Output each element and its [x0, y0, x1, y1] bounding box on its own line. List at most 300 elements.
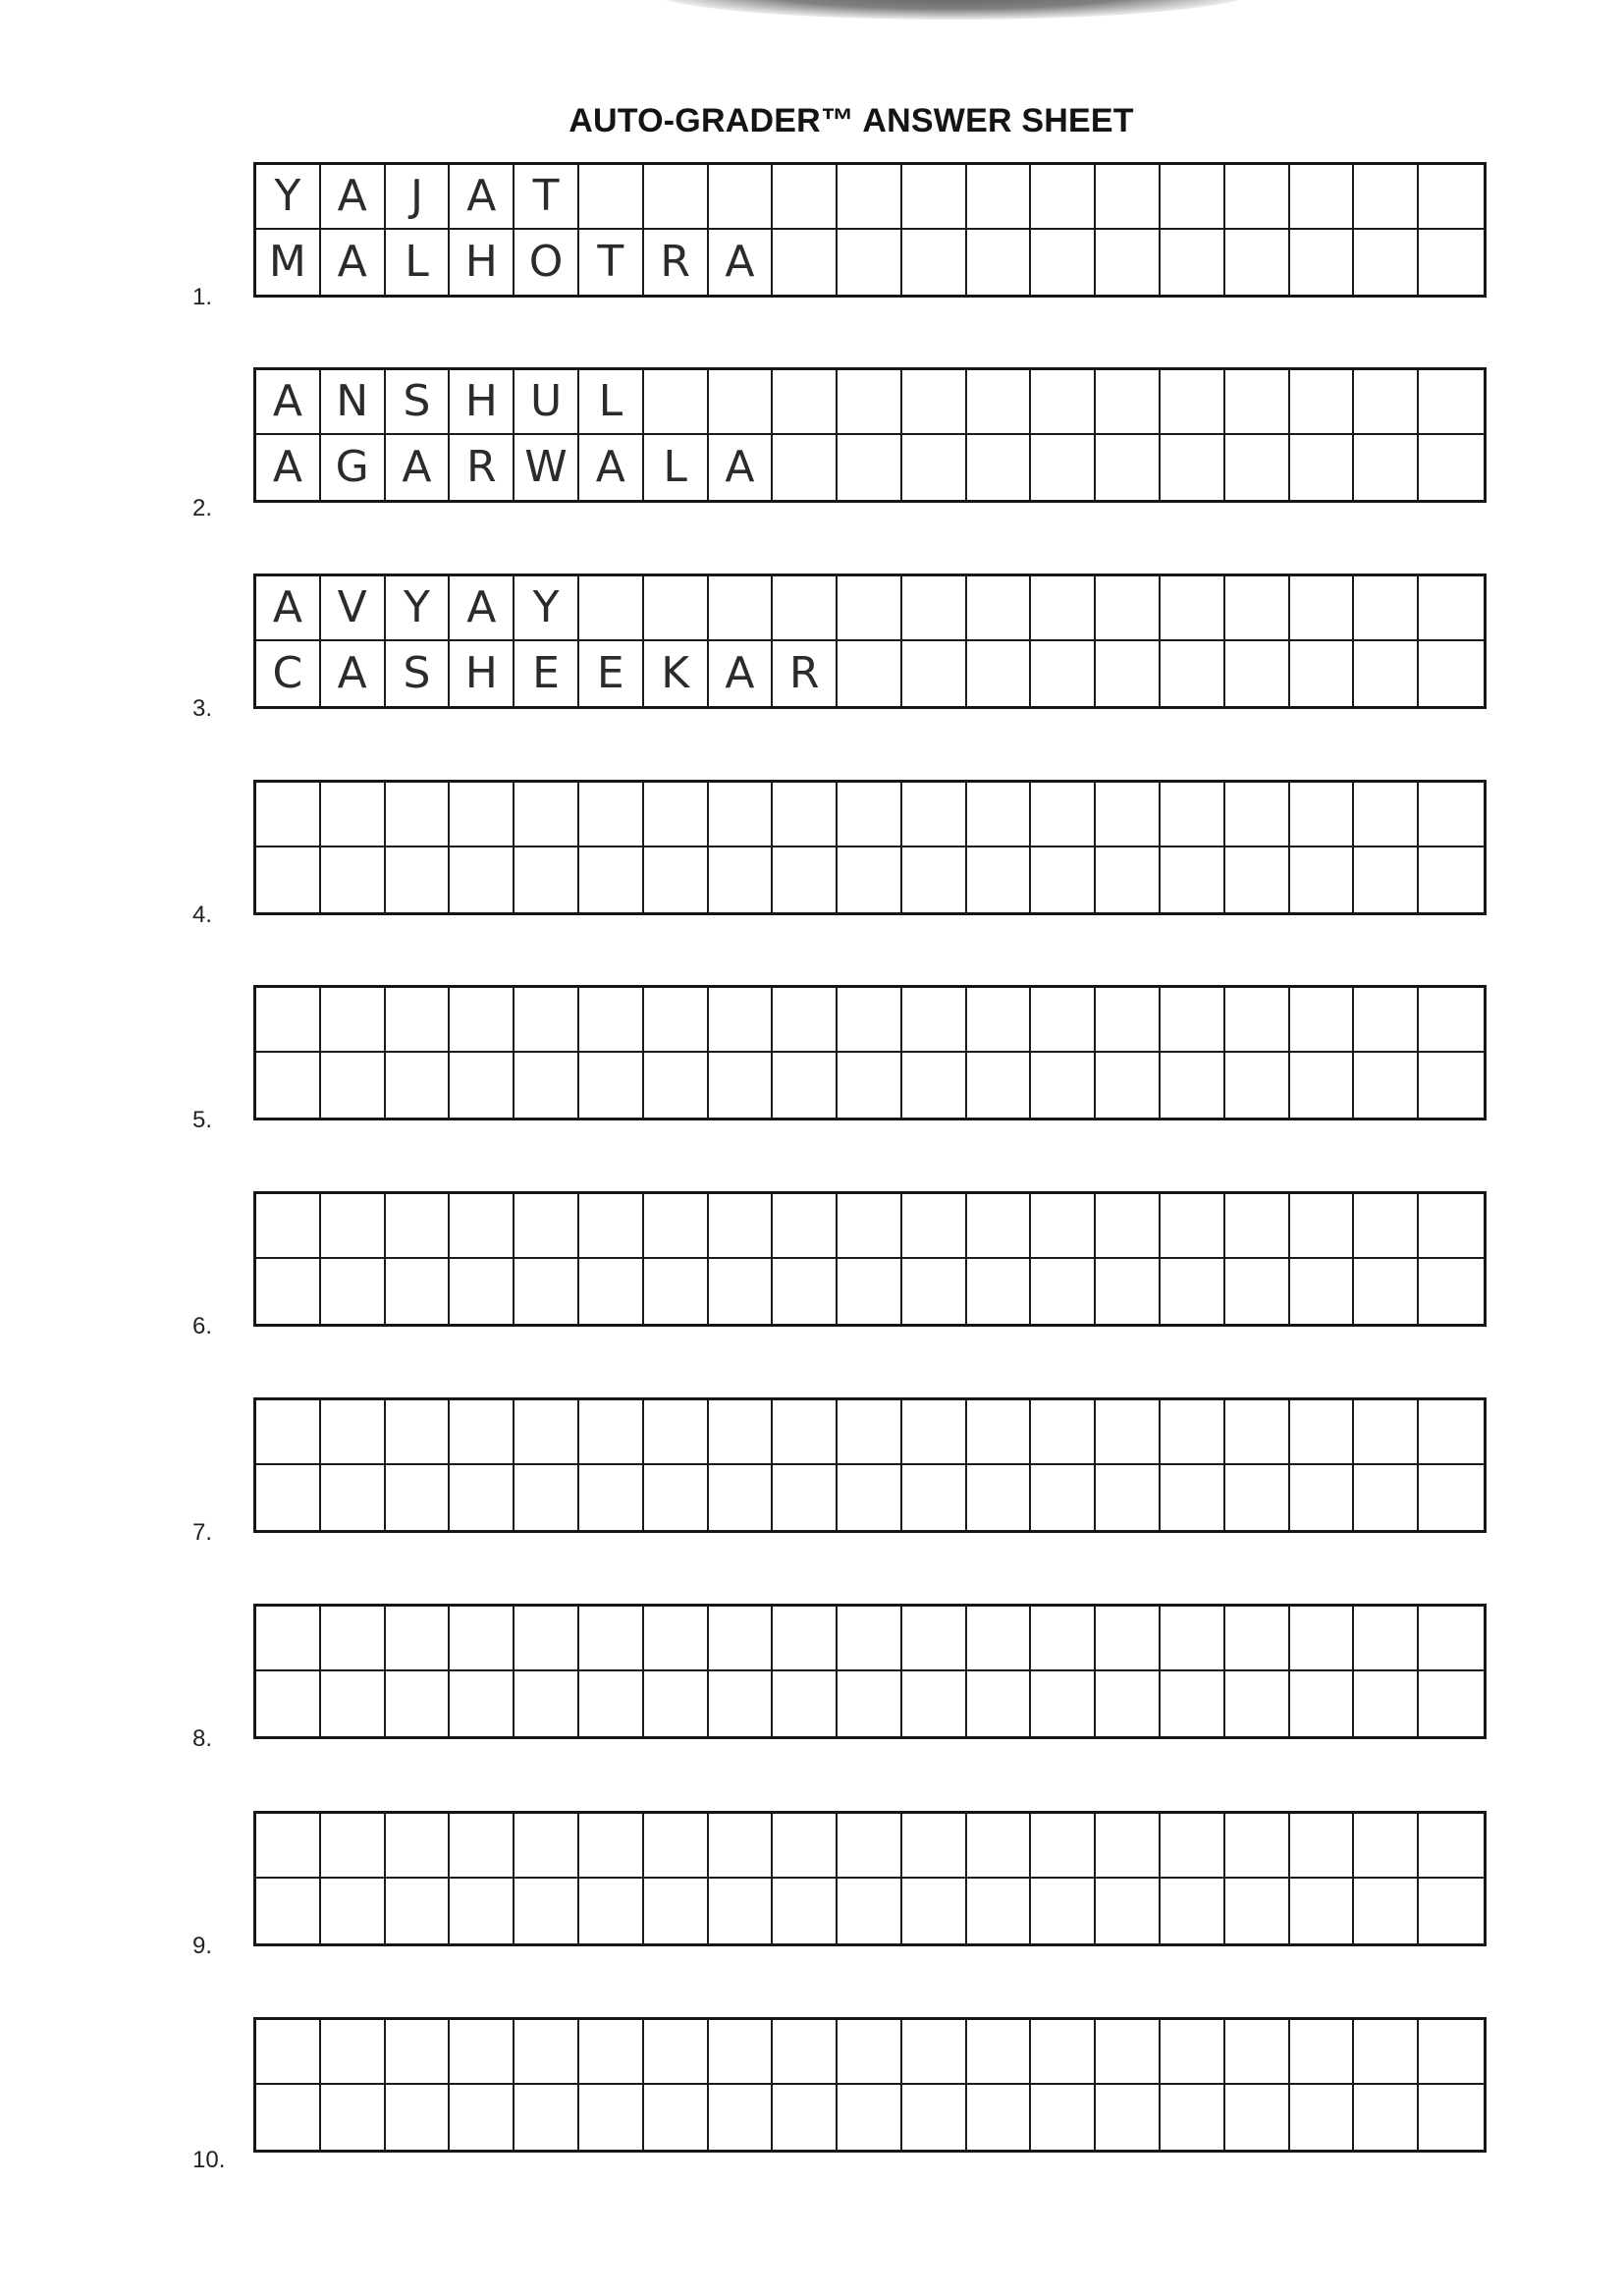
letter-box-first-row[interactable]	[1161, 576, 1225, 641]
letter-box-first-row[interactable]	[773, 1194, 838, 1259]
letter-box-second-row[interactable]	[1031, 641, 1096, 706]
letter-box-first-row[interactable]	[1161, 783, 1225, 847]
letter-box-second-row[interactable]	[1290, 1259, 1355, 1324]
letter-box-first-row[interactable]	[1354, 576, 1419, 641]
letter-box-first-row[interactable]	[1225, 370, 1290, 435]
letter-box-second-row[interactable]: E	[514, 641, 579, 706]
letter-box-second-row[interactable]	[967, 847, 1032, 912]
letter-box-first-row[interactable]	[1096, 1400, 1161, 1465]
letter-box-second-row[interactable]	[1290, 847, 1355, 912]
letter-box-first-row[interactable]	[1225, 1607, 1290, 1671]
letter-box-first-row[interactable]	[1419, 783, 1484, 847]
letter-box-first-row[interactable]	[1096, 2020, 1161, 2085]
letter-box-second-row[interactable]	[1031, 847, 1096, 912]
letter-box-first-row[interactable]	[1031, 370, 1096, 435]
letter-box-first-row[interactable]	[1290, 1814, 1355, 1879]
letter-box-first-row[interactable]	[1031, 165, 1096, 230]
letter-box-second-row[interactable]	[321, 1259, 386, 1324]
letter-box-first-row[interactable]	[1290, 1607, 1355, 1671]
letter-box-second-row[interactable]	[1096, 1879, 1161, 1943]
letter-box-second-row[interactable]	[1096, 641, 1161, 706]
letter-box-second-row[interactable]	[256, 847, 321, 912]
letter-box-second-row[interactable]: H	[450, 641, 514, 706]
letter-box-first-row[interactable]	[644, 165, 709, 230]
letter-box-first-row[interactable]	[1354, 988, 1419, 1053]
letter-box-first-row[interactable]	[450, 988, 514, 1053]
letter-box-first-row[interactable]	[709, 1194, 774, 1259]
letter-box-first-row[interactable]	[1161, 165, 1225, 230]
letter-box-first-row[interactable]	[579, 1400, 644, 1465]
letter-box-first-row[interactable]	[838, 576, 902, 641]
letter-box-first-row[interactable]: T	[514, 165, 579, 230]
letter-box-first-row[interactable]	[1031, 576, 1096, 641]
letter-box-first-row[interactable]	[1161, 1400, 1225, 1465]
letter-box-first-row[interactable]	[1290, 1194, 1355, 1259]
letter-box-second-row[interactable]: A	[321, 641, 386, 706]
letter-box-first-row[interactable]	[1225, 1194, 1290, 1259]
letter-box-first-row[interactable]	[386, 783, 451, 847]
letter-box-second-row[interactable]	[1419, 1671, 1484, 1736]
letter-box-first-row[interactable]	[1419, 370, 1484, 435]
letter-box-first-row[interactable]	[838, 370, 902, 435]
letter-box-first-row[interactable]	[773, 988, 838, 1053]
letter-box-second-row[interactable]	[967, 641, 1032, 706]
letter-box-first-row[interactable]	[1354, 370, 1419, 435]
letter-box-second-row[interactable]	[450, 1053, 514, 1118]
letter-box-second-row[interactable]	[514, 1671, 579, 1736]
letter-box-second-row[interactable]	[967, 1671, 1032, 1736]
letter-box-first-row[interactable]	[967, 1194, 1032, 1259]
letter-box-second-row[interactable]	[1161, 847, 1225, 912]
letter-box-first-row[interactable]: U	[514, 370, 579, 435]
letter-box-second-row[interactable]: L	[644, 435, 709, 500]
letter-box-first-row[interactable]	[1096, 165, 1161, 230]
letter-box-first-row[interactable]	[1225, 988, 1290, 1053]
letter-box-second-row[interactable]	[967, 2085, 1032, 2150]
letter-box-first-row[interactable]	[838, 1607, 902, 1671]
letter-box-second-row[interactable]	[1419, 1259, 1484, 1324]
letter-box-second-row[interactable]	[1096, 2085, 1161, 2150]
letter-box-first-row[interactable]	[1161, 988, 1225, 1053]
letter-box-first-row[interactable]	[902, 1607, 967, 1671]
letter-box-second-row[interactable]	[450, 1879, 514, 1943]
letter-box-second-row[interactable]	[321, 1465, 386, 1530]
letter-box-first-row[interactable]	[644, 1194, 709, 1259]
letter-box-first-row[interactable]	[450, 1400, 514, 1465]
letter-box-first-row[interactable]	[773, 576, 838, 641]
letter-box-first-row[interactable]: A	[256, 576, 321, 641]
letter-box-second-row[interactable]	[386, 1465, 451, 1530]
letter-box-second-row[interactable]	[967, 435, 1032, 500]
letter-box-second-row[interactable]	[902, 435, 967, 500]
letter-box-first-row[interactable]	[709, 1400, 774, 1465]
letter-box-first-row[interactable]	[1096, 783, 1161, 847]
letter-box-second-row[interactable]: E	[579, 641, 644, 706]
letter-box-first-row[interactable]	[1419, 1194, 1484, 1259]
letter-box-first-row[interactable]	[1354, 783, 1419, 847]
letter-box-second-row[interactable]	[838, 1053, 902, 1118]
letter-box-first-row[interactable]	[1031, 1400, 1096, 1465]
letter-box-first-row[interactable]	[386, 1194, 451, 1259]
letter-box-second-row[interactable]	[1161, 1879, 1225, 1943]
letter-box-second-row[interactable]	[256, 1879, 321, 1943]
letter-box-first-row[interactable]	[514, 2020, 579, 2085]
letter-box-first-row[interactable]	[1354, 1194, 1419, 1259]
letter-box-first-row[interactable]	[902, 1194, 967, 1259]
letter-box-second-row[interactable]	[579, 847, 644, 912]
letter-box-first-row[interactable]: V	[321, 576, 386, 641]
letter-box-first-row[interactable]	[773, 1607, 838, 1671]
letter-box-second-row[interactable]	[902, 230, 967, 295]
letter-box-first-row[interactable]	[1290, 576, 1355, 641]
letter-box-second-row[interactable]: A	[709, 641, 774, 706]
letter-box-second-row[interactable]	[321, 847, 386, 912]
letter-box-second-row[interactable]	[709, 1879, 774, 1943]
letter-box-second-row[interactable]	[1161, 1053, 1225, 1118]
letter-box-second-row[interactable]	[1031, 2085, 1096, 2150]
letter-box-second-row[interactable]	[514, 1879, 579, 1943]
letter-box-second-row[interactable]	[1225, 1259, 1290, 1324]
letter-box-first-row[interactable]	[514, 1400, 579, 1465]
letter-box-first-row[interactable]	[1354, 1607, 1419, 1671]
letter-box-first-row[interactable]	[321, 1814, 386, 1879]
letter-box-first-row[interactable]	[1419, 2020, 1484, 2085]
letter-box-second-row[interactable]: L	[386, 230, 451, 295]
letter-box-second-row[interactable]	[1354, 1671, 1419, 1736]
letter-box-first-row[interactable]	[709, 1607, 774, 1671]
letter-box-second-row[interactable]	[579, 1879, 644, 1943]
letter-box-second-row[interactable]: K	[644, 641, 709, 706]
letter-box-first-row[interactable]	[902, 2020, 967, 2085]
letter-box-second-row[interactable]	[450, 847, 514, 912]
letter-box-first-row[interactable]	[709, 165, 774, 230]
letter-box-second-row[interactable]	[773, 1259, 838, 1324]
letter-box-second-row[interactable]	[644, 847, 709, 912]
letter-box-first-row[interactable]: S	[386, 370, 451, 435]
letter-box-first-row[interactable]	[321, 1194, 386, 1259]
letter-box-first-row[interactable]	[514, 1194, 579, 1259]
letter-box-first-row[interactable]	[321, 2020, 386, 2085]
letter-box-second-row[interactable]	[1031, 230, 1096, 295]
letter-box-second-row[interactable]	[838, 847, 902, 912]
letter-box-first-row[interactable]	[644, 370, 709, 435]
letter-box-first-row[interactable]: Y	[256, 165, 321, 230]
letter-box-first-row[interactable]	[256, 2020, 321, 2085]
letter-box-first-row[interactable]	[386, 1400, 451, 1465]
letter-box-first-row[interactable]: A	[450, 165, 514, 230]
letter-box-second-row[interactable]	[838, 641, 902, 706]
letter-box-second-row[interactable]	[1354, 1465, 1419, 1530]
letter-box-second-row[interactable]	[450, 2085, 514, 2150]
letter-box-first-row[interactable]	[838, 1400, 902, 1465]
letter-box-first-row[interactable]	[1225, 783, 1290, 847]
letter-box-second-row[interactable]: A	[321, 230, 386, 295]
letter-box-second-row[interactable]	[450, 1259, 514, 1324]
letter-box-second-row[interactable]	[1225, 435, 1290, 500]
letter-box-second-row[interactable]	[902, 1879, 967, 1943]
letter-box-first-row[interactable]	[1096, 370, 1161, 435]
letter-box-second-row[interactable]: G	[321, 435, 386, 500]
letter-box-first-row[interactable]: A	[450, 576, 514, 641]
letter-box-second-row[interactable]	[1290, 1465, 1355, 1530]
letter-box-second-row[interactable]	[1354, 1053, 1419, 1118]
letter-box-second-row[interactable]	[579, 1259, 644, 1324]
letter-box-first-row[interactable]	[1031, 783, 1096, 847]
letter-box-second-row[interactable]	[1225, 230, 1290, 295]
letter-box-first-row[interactable]	[644, 1814, 709, 1879]
letter-box-second-row[interactable]	[1161, 230, 1225, 295]
letter-box-first-row[interactable]	[709, 370, 774, 435]
letter-box-second-row[interactable]	[1419, 1053, 1484, 1118]
letter-box-first-row[interactable]	[1419, 165, 1484, 230]
letter-box-second-row[interactable]: R	[450, 435, 514, 500]
letter-box-second-row[interactable]	[773, 1879, 838, 1943]
letter-box-first-row[interactable]	[1419, 576, 1484, 641]
letter-box-first-row[interactable]	[644, 2020, 709, 2085]
letter-box-second-row[interactable]	[644, 1879, 709, 1943]
letter-box-second-row[interactable]	[514, 1053, 579, 1118]
letter-box-second-row[interactable]	[838, 1671, 902, 1736]
letter-box-second-row[interactable]	[773, 847, 838, 912]
letter-box-first-row[interactable]	[1096, 988, 1161, 1053]
letter-box-first-row[interactable]	[579, 783, 644, 847]
letter-box-first-row[interactable]	[1290, 988, 1355, 1053]
letter-box-first-row[interactable]	[1031, 2020, 1096, 2085]
letter-box-second-row[interactable]	[386, 1879, 451, 1943]
letter-box-first-row[interactable]	[579, 576, 644, 641]
letter-box-first-row[interactable]	[773, 1400, 838, 1465]
letter-box-second-row[interactable]	[1290, 2085, 1355, 2150]
letter-box-first-row[interactable]	[967, 783, 1032, 847]
letter-box-second-row[interactable]	[256, 1671, 321, 1736]
letter-box-second-row[interactable]	[1225, 1879, 1290, 1943]
letter-box-second-row[interactable]	[1161, 435, 1225, 500]
letter-box-second-row[interactable]	[1225, 1465, 1290, 1530]
letter-box-first-row[interactable]	[579, 988, 644, 1053]
letter-box-second-row[interactable]	[838, 1259, 902, 1324]
letter-box-first-row[interactable]	[256, 1607, 321, 1671]
letter-box-second-row[interactable]	[644, 1465, 709, 1530]
letter-box-second-row[interactable]	[1161, 2085, 1225, 2150]
letter-box-first-row[interactable]	[386, 1814, 451, 1879]
letter-box-first-row[interactable]	[838, 2020, 902, 2085]
letter-box-second-row[interactable]	[1419, 435, 1484, 500]
letter-box-first-row[interactable]	[1354, 165, 1419, 230]
letter-box-second-row[interactable]	[773, 230, 838, 295]
letter-box-second-row[interactable]	[967, 230, 1032, 295]
letter-box-first-row[interactable]	[644, 988, 709, 1053]
letter-box-first-row[interactable]	[967, 1814, 1032, 1879]
letter-box-second-row[interactable]	[1161, 1671, 1225, 1736]
letter-box-second-row[interactable]: C	[256, 641, 321, 706]
letter-box-second-row[interactable]	[709, 1671, 774, 1736]
letter-box-second-row[interactable]	[1161, 1465, 1225, 1530]
letter-box-second-row[interactable]	[773, 2085, 838, 2150]
letter-box-first-row[interactable]	[709, 1814, 774, 1879]
letter-box-first-row[interactable]	[579, 165, 644, 230]
letter-box-first-row[interactable]	[709, 576, 774, 641]
letter-box-second-row[interactable]	[967, 1259, 1032, 1324]
letter-box-second-row[interactable]	[644, 1671, 709, 1736]
letter-box-second-row[interactable]	[256, 1053, 321, 1118]
letter-box-first-row[interactable]	[902, 370, 967, 435]
letter-box-first-row[interactable]	[1225, 165, 1290, 230]
letter-box-second-row[interactable]	[321, 1879, 386, 1943]
letter-box-first-row[interactable]	[773, 783, 838, 847]
letter-box-first-row[interactable]: Y	[514, 576, 579, 641]
letter-box-second-row[interactable]	[967, 1879, 1032, 1943]
letter-box-first-row[interactable]	[321, 988, 386, 1053]
letter-box-second-row[interactable]	[1096, 435, 1161, 500]
letter-box-first-row[interactable]	[1419, 1400, 1484, 1465]
letter-box-second-row[interactable]	[1096, 1259, 1161, 1324]
letter-box-second-row[interactable]	[838, 435, 902, 500]
letter-box-first-row[interactable]	[1031, 988, 1096, 1053]
letter-box-first-row[interactable]	[1225, 1814, 1290, 1879]
letter-box-second-row[interactable]	[386, 2085, 451, 2150]
letter-box-second-row[interactable]	[1354, 1879, 1419, 1943]
letter-box-first-row[interactable]	[1096, 576, 1161, 641]
letter-box-second-row[interactable]	[386, 1671, 451, 1736]
letter-box-first-row[interactable]: N	[321, 370, 386, 435]
letter-box-second-row[interactable]	[1290, 1053, 1355, 1118]
letter-box-first-row[interactable]	[579, 1194, 644, 1259]
letter-box-second-row[interactable]: H	[450, 230, 514, 295]
letter-box-second-row[interactable]	[709, 1465, 774, 1530]
letter-box-second-row[interactable]	[1419, 230, 1484, 295]
letter-box-second-row[interactable]	[1290, 230, 1355, 295]
letter-box-second-row[interactable]	[709, 2085, 774, 2150]
letter-box-first-row[interactable]	[1096, 1814, 1161, 1879]
letter-box-second-row[interactable]: A	[386, 435, 451, 500]
letter-box-second-row[interactable]	[514, 1259, 579, 1324]
letter-box-second-row[interactable]	[1290, 1671, 1355, 1736]
letter-box-second-row[interactable]	[1031, 1259, 1096, 1324]
letter-box-second-row[interactable]	[644, 2085, 709, 2150]
letter-box-first-row[interactable]	[1354, 1400, 1419, 1465]
letter-box-second-row[interactable]	[709, 1053, 774, 1118]
letter-box-second-row[interactable]	[709, 847, 774, 912]
letter-box-first-row[interactable]: H	[450, 370, 514, 435]
letter-box-second-row[interactable]	[1354, 1259, 1419, 1324]
letter-box-first-row[interactable]	[514, 783, 579, 847]
letter-box-second-row[interactable]	[1354, 435, 1419, 500]
letter-box-second-row[interactable]	[1419, 2085, 1484, 2150]
letter-box-first-row[interactable]	[1096, 1607, 1161, 1671]
letter-box-first-row[interactable]	[644, 576, 709, 641]
letter-box-first-row[interactable]	[321, 1400, 386, 1465]
letter-box-second-row[interactable]	[902, 2085, 967, 2150]
letter-box-first-row[interactable]	[1419, 988, 1484, 1053]
letter-box-first-row[interactable]	[1354, 2020, 1419, 2085]
letter-box-second-row[interactable]	[1096, 1465, 1161, 1530]
letter-box-second-row[interactable]	[579, 1465, 644, 1530]
letter-box-first-row[interactable]	[773, 370, 838, 435]
letter-box-second-row[interactable]: A	[256, 435, 321, 500]
letter-box-first-row[interactable]	[386, 1607, 451, 1671]
letter-box-second-row[interactable]	[1225, 847, 1290, 912]
letter-box-first-row[interactable]	[1290, 1400, 1355, 1465]
letter-box-second-row[interactable]: M	[256, 230, 321, 295]
letter-box-first-row[interactable]	[644, 1400, 709, 1465]
letter-box-second-row[interactable]: R	[644, 230, 709, 295]
letter-box-first-row[interactable]	[902, 1400, 967, 1465]
letter-box-first-row[interactable]	[1419, 1607, 1484, 1671]
letter-box-first-row[interactable]	[450, 1814, 514, 1879]
letter-box-second-row[interactable]: A	[709, 230, 774, 295]
letter-box-second-row[interactable]	[773, 1465, 838, 1530]
letter-box-second-row[interactable]	[1031, 435, 1096, 500]
letter-box-second-row[interactable]	[1096, 230, 1161, 295]
letter-box-second-row[interactable]	[1096, 1053, 1161, 1118]
letter-box-second-row[interactable]	[386, 847, 451, 912]
letter-box-first-row[interactable]	[1354, 1814, 1419, 1879]
letter-box-first-row[interactable]	[514, 1607, 579, 1671]
letter-box-second-row[interactable]	[1225, 641, 1290, 706]
letter-box-first-row[interactable]	[838, 1814, 902, 1879]
letter-box-first-row[interactable]	[902, 1814, 967, 1879]
letter-box-first-row[interactable]	[902, 165, 967, 230]
letter-box-second-row[interactable]	[514, 2085, 579, 2150]
letter-box-second-row[interactable]	[579, 2085, 644, 2150]
letter-box-second-row[interactable]	[386, 1053, 451, 1118]
letter-box-second-row[interactable]	[514, 847, 579, 912]
letter-box-second-row[interactable]	[256, 1465, 321, 1530]
letter-box-second-row[interactable]	[1225, 1671, 1290, 1736]
letter-box-second-row[interactable]	[1419, 641, 1484, 706]
letter-box-second-row[interactable]	[321, 1671, 386, 1736]
letter-box-first-row[interactable]	[1419, 1814, 1484, 1879]
letter-box-first-row[interactable]	[1290, 2020, 1355, 2085]
letter-box-first-row[interactable]	[321, 1607, 386, 1671]
letter-box-second-row[interactable]	[902, 1053, 967, 1118]
letter-box-first-row[interactable]: A	[321, 165, 386, 230]
letter-box-first-row[interactable]	[773, 165, 838, 230]
letter-box-second-row[interactable]	[902, 1671, 967, 1736]
letter-box-first-row[interactable]	[1096, 1194, 1161, 1259]
letter-box-first-row[interactable]	[1290, 370, 1355, 435]
letter-box-second-row[interactable]	[579, 1671, 644, 1736]
letter-box-first-row[interactable]	[1225, 1400, 1290, 1465]
letter-box-first-row[interactable]	[386, 2020, 451, 2085]
letter-box-first-row[interactable]	[902, 576, 967, 641]
letter-box-first-row[interactable]	[773, 2020, 838, 2085]
letter-box-second-row[interactable]: A	[579, 435, 644, 500]
letter-box-second-row[interactable]	[1031, 1053, 1096, 1118]
letter-box-first-row[interactable]	[709, 783, 774, 847]
letter-box-second-row[interactable]	[1031, 1465, 1096, 1530]
letter-box-first-row[interactable]	[450, 2020, 514, 2085]
letter-box-first-row[interactable]: J	[386, 165, 451, 230]
letter-box-first-row[interactable]	[256, 1814, 321, 1879]
letter-box-second-row[interactable]	[1419, 847, 1484, 912]
letter-box-first-row[interactable]	[1161, 370, 1225, 435]
letter-box-first-row[interactable]	[644, 783, 709, 847]
letter-box-second-row[interactable]	[1161, 641, 1225, 706]
letter-box-second-row[interactable]	[321, 2085, 386, 2150]
letter-box-first-row[interactable]	[1161, 1607, 1225, 1671]
letter-box-second-row[interactable]	[902, 1465, 967, 1530]
letter-box-first-row[interactable]	[773, 1814, 838, 1879]
letter-box-first-row[interactable]	[514, 988, 579, 1053]
letter-box-second-row[interactable]: T	[579, 230, 644, 295]
letter-box-second-row[interactable]	[1354, 847, 1419, 912]
letter-box-first-row[interactable]	[967, 370, 1032, 435]
letter-box-second-row[interactable]	[967, 1053, 1032, 1118]
letter-box-second-row[interactable]	[902, 847, 967, 912]
letter-box-second-row[interactable]	[838, 1465, 902, 1530]
letter-box-first-row[interactable]	[967, 2020, 1032, 2085]
